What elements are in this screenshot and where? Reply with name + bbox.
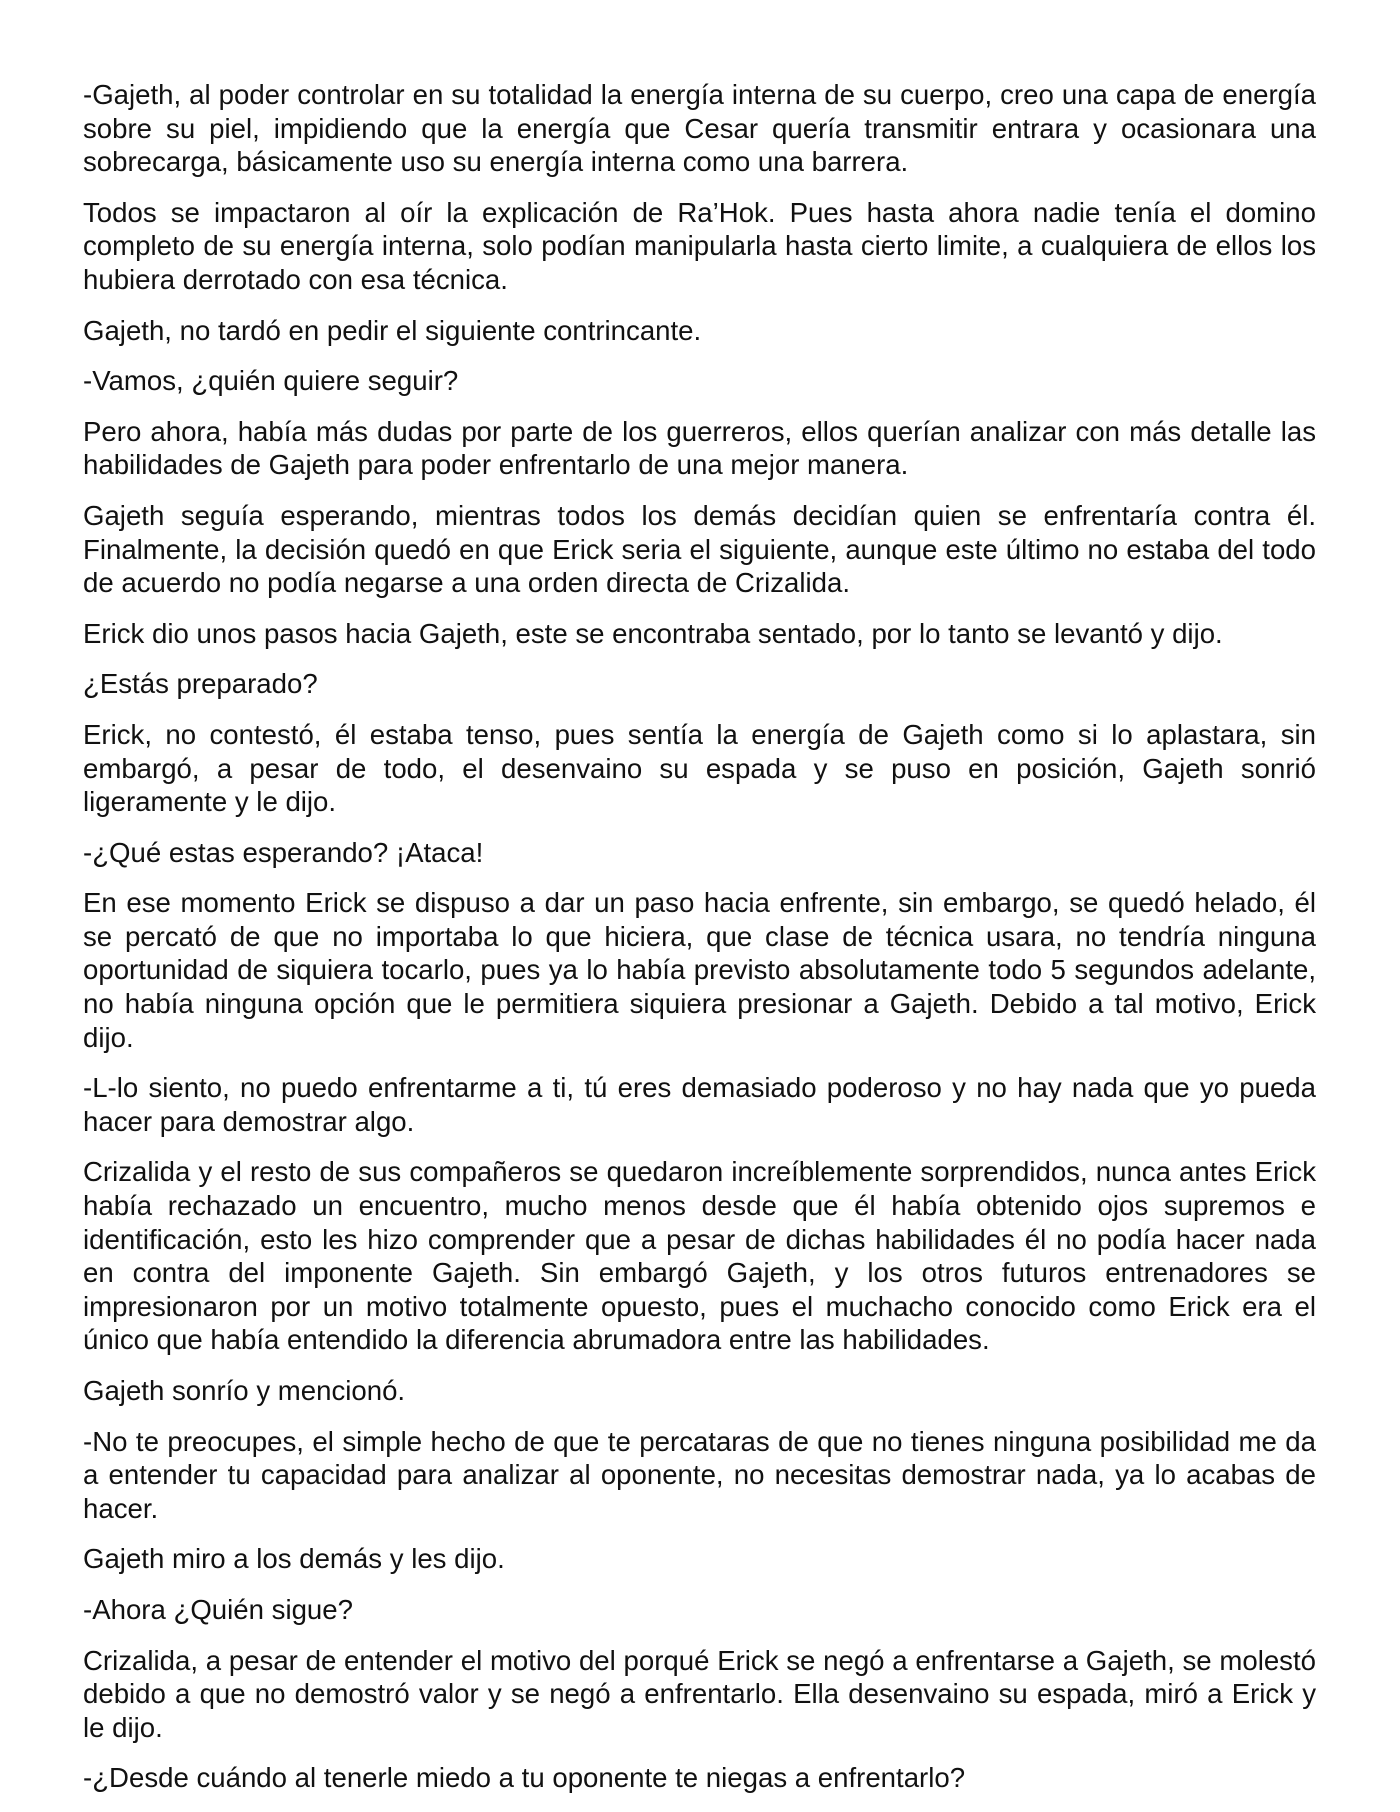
paragraph: Gajeth seguía esperando, mientras todos los demás decidían quien se enfrentaría contra él. Finalmente, la decisión quedó en que Erick seria el siguiente, aunque este último no estaba del todo de acuerdo no podía negarse a una orden directa de Crizalida. [83, 499, 1316, 599]
paragraph: -Gajeth, al poder controlar en su totalidad la energía interna de su cuerpo, creo una capa de energía sobre su piel, impidiendo que la energía que Cesar quería transmitir entrara y ocasionara una sobrecarga, básicamente uso su energía interna como una barrera. [83, 79, 1316, 178]
paragraph: Gajeth, no tardó en pedir el siguiente contrincante. [83, 314, 702, 346]
paragraph: -¿Desde cuándo al tenerle miedo a tu oponente te niegas a enfrentarlo? [83, 1762, 966, 1794]
paragraph: En ese momento Erick se dispuso a dar un paso hacia enfrente, sin embargo, se quedó helado, él se percató de que no importaba lo que hiciera, que clase de técnica usara, no tendría ninguna oportunidad de siquiera tocarlo, pues ya lo había previsto absolutamente todo 5 segundos adelante, no había ninguna opción que le permitiera siquiera presionar a Gajeth. Debido a tal motivo, Erick dijo. [83, 887, 1316, 1053]
paragraph: -L-lo siento, no puedo enfrentarme a ti, tú eres demasiado poderoso y no hay nada que yo pueda hacer para demostrar algo. [83, 1072, 1316, 1137]
paragraph: ¿Estás preparado? [83, 668, 318, 700]
paragraph: Crizalida y el resto de sus compañeros se quedaron increíblemente sorprendidos, nunca antes Erick había rechazado un encuentro, mucho menos desde que él había obtenido ojos supremos e identificación, esto les hizo comprender que a pesar de dichas habilidades él no podía hacer nada en contra del imponente Gajeth. Sin embargó Gajeth, y los otros futuros entrenadores se impresionaron por un motivo totalmente opuesto, pues el muchacho conocido como Erick era el único que había entendido la diferencia abrumadora entre las habilidades. [83, 1156, 1316, 1356]
paragraph: -¿Qué estas esperando? ¡Ataca! [83, 836, 484, 868]
paragraph: Gajeth sonrío y mencionó. [83, 1375, 406, 1406]
paragraph: Todos se impactaron al oír la explicación de Ra’Hok. Pues hasta ahora nadie tenía el domino completo de su energía interna, solo podían manipularla hasta cierto limite, a cualquiera de ellos los hubiera derrotado con esa técnica. [83, 196, 1316, 295]
document-page [83, 78, 1316, 1812]
paragraph: -Ahora ¿Quién sigue? [83, 1593, 353, 1625]
paragraph: -Vamos, ¿quién quiere seguir? [83, 365, 459, 397]
paragraph: Erick dio unos pasos hacia Gajeth, este se encontraba sentado, por lo tanto se levantó y dijo. [83, 617, 1223, 649]
paragraph: Gajeth miro a los demás y les dijo. [83, 1543, 505, 1575]
paragraph: Crizalida, a pesar de entender el motivo del porqué Erick se negó a enfrentarse a Gajeth, se molestó debido a que no demostró valor y se negó a enfrentarlo. Ella desenvaino su espada, miró a Erick y le dijo. [83, 1644, 1316, 1743]
paragraph: -No te preocupes, el simple hecho de que te percataras de que no tienes ninguna posibilidad me da a entender tu capacidad para analizar al oponente, no necesitas demostrar nada, ya lo acabas de hacer. [83, 1425, 1316, 1524]
paragraph: Pero ahora, había más dudas por parte de los guerreros, ellos querían analizar con más detalle las habilidades de Gajeth para poder enfrentarlo de una mejor manera. [83, 415, 1316, 481]
paragraph: Erick, no contestó, él estaba tenso, pues sentía la energía de Gajeth como si lo aplastara, sin embargó, a pesar de todo, el desenvaino su espada y se puso en posición, Gajeth sonrió ligeramente y le dijo. [83, 718, 1316, 818]
